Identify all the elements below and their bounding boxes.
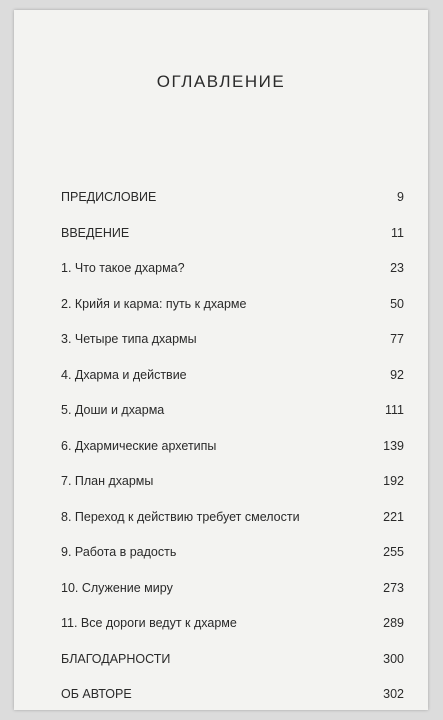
toc-entry-chapter-4: [61, 358, 404, 394]
toc-entry-page: 50: [390, 296, 404, 311]
toc-entry-preface: [61, 180, 404, 216]
toc-entry-page: 300: [383, 651, 404, 666]
table-of-contents: [61, 180, 404, 713]
toc-entry-chapter-9: [61, 535, 404, 571]
toc-entry-label: 8. Переход к действию требует смелости: [61, 509, 300, 524]
toc-entry-page: 92: [390, 367, 404, 382]
toc-entry-page: 273: [383, 580, 404, 595]
toc-entry-label: 7. План дхармы: [61, 474, 154, 488]
toc-entry-chapter-1: [61, 251, 404, 287]
toc-entry-page: 77: [390, 332, 404, 346]
toc-entry-introduction: [61, 216, 404, 252]
toc-entry-label: 1. Что такое дхарма?: [61, 261, 185, 275]
book-page: [14, 10, 428, 710]
toc-entry-page: 23: [390, 261, 404, 275]
toc-entry-chapter-2: [61, 287, 404, 323]
toc-entry-page: 111: [384, 403, 404, 417]
toc-entry-about-author: [61, 677, 404, 713]
page-title: ОГЛАВЛЕНИЕ: [156, 72, 286, 91]
toc-entry-label: 3. Четыре типа дхармы: [61, 332, 197, 346]
toc-entry-chapter-5: [61, 393, 404, 429]
toc-entry-label: ВВЕДЕНИЕ: [61, 225, 130, 240]
toc-entry-page: 11: [391, 225, 404, 240]
toc-entry-page: 255: [383, 545, 404, 559]
toc-entry-label: 6. Дхармические архетипы: [61, 438, 217, 453]
toc-entry-chapter-7: [61, 464, 404, 500]
toc-entry-label: 11. Все дороги ведут к дхарме: [61, 616, 237, 630]
toc-entry-label: 4. Дхарма и действие: [61, 367, 187, 382]
toc-entry-chapter-6: [61, 429, 404, 465]
toc-entry-label: 5. Доши и дхарма: [61, 403, 165, 417]
toc-entry-chapter-11: [61, 606, 404, 642]
toc-entry-page: 192: [383, 474, 404, 488]
toc-entry-acknowledgements: [61, 642, 404, 678]
toc-entry-label: 10. Служение миру: [61, 580, 173, 595]
toc-entry-page: 289: [383, 616, 404, 630]
toc-entry-page: 302: [383, 687, 404, 701]
toc-entry-chapter-3: [61, 322, 404, 358]
toc-entry-page: 9: [397, 190, 404, 204]
toc-entry-chapter-10: [61, 571, 404, 607]
toc-entry-label: 2. Крийя и карма: путь к дхарме: [61, 296, 247, 311]
toc-entry-chapter-8: [61, 500, 404, 536]
toc-entry-page: 221: [383, 509, 404, 524]
toc-entry-label: ПРЕДИСЛОВИЕ: [61, 190, 157, 204]
toc-entry-page: 139: [383, 438, 404, 453]
toc-entry-label: 9. Работа в радость: [61, 545, 177, 559]
toc-entry-label: БЛАГОДАРНОСТИ: [61, 651, 171, 666]
toc-entry-label: ОБ АВТОРЕ: [61, 687, 132, 701]
